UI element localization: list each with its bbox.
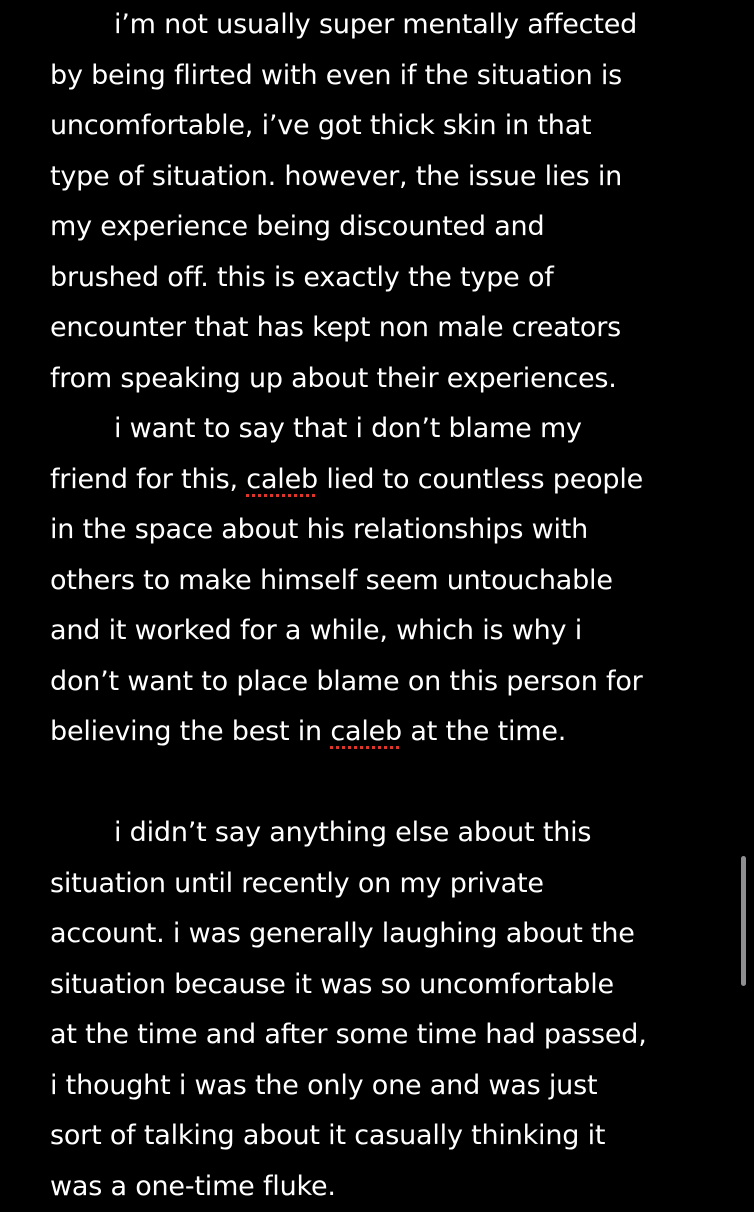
text-line: [50, 1061, 730, 1112]
text-line: [50, 1010, 730, 1061]
text-line: [50, 152, 730, 203]
line-text: account. i was generally laughing about the: [50, 918, 635, 949]
text-line: [50, 960, 730, 1011]
text-line: [50, 0, 730, 51]
line-text: friend for this,: [50, 464, 246, 495]
text-line: [50, 253, 730, 304]
text-line: [50, 455, 730, 506]
line-text: sort of talking about it casually thinking it: [50, 1120, 605, 1151]
line-text: others to make himself seem untouchable: [50, 565, 613, 596]
text-line: [50, 202, 730, 253]
text-line: [50, 556, 730, 607]
line-text: type of situation. however, the issue lies in: [50, 161, 622, 192]
text-line: [50, 758, 730, 809]
line-text: brushed off. this is exactly the type of: [50, 262, 554, 293]
text-line: [50, 707, 730, 758]
text-line: [50, 303, 730, 354]
text-line: [50, 909, 730, 960]
text-line: [50, 859, 730, 910]
line-text: don’t want to place blame on this person for: [50, 666, 643, 697]
line-text: from speaking up about their experiences.: [50, 363, 617, 394]
text-line: [50, 101, 730, 152]
line-text: situation because it was so uncomfortable: [50, 969, 614, 1000]
line-text: at the time.: [402, 716, 566, 747]
line-text: i didn’t say anything else about this: [114, 817, 591, 848]
text-line: [50, 505, 730, 556]
text-line: [50, 657, 730, 708]
line-text: situation until recently on my private: [50, 868, 544, 899]
line-text: and it worked for a while, which is why i: [50, 615, 582, 646]
text-line: [50, 808, 730, 859]
line-text: i want to say that i don’t blame my: [114, 413, 582, 444]
text-line: [50, 51, 730, 102]
text-line: [50, 404, 730, 455]
scrollbar[interactable]: [741, 856, 746, 986]
text-line: [50, 606, 730, 657]
line-text: uncomfortable, i’ve got thick skin in that: [50, 110, 591, 141]
line-text: believing the best in: [50, 716, 330, 747]
line-text: at the time and after some time had passed,: [50, 1019, 647, 1050]
line-text: i thought i was the only one and was just: [50, 1070, 597, 1101]
note-body[interactable]: [50, 0, 730, 1212]
text-line: [50, 1162, 730, 1212]
line-text: encounter that has kept non male creators: [50, 312, 621, 343]
line-text: my experience being discounted and: [50, 211, 544, 242]
misspelled-word[interactable]: caleb: [246, 464, 318, 495]
line-text: i’m not usually super mentally affected: [114, 9, 637, 40]
line-text: was a one-time fluke.: [50, 1171, 336, 1202]
line-text: lied to countless people: [318, 464, 643, 495]
text-line: [50, 354, 730, 405]
line-text: by being flirted with even if the situation is: [50, 60, 622, 91]
misspelled-word[interactable]: caleb: [330, 716, 402, 747]
line-text: in the space about his relationships with: [50, 514, 588, 545]
text-line: [50, 1111, 730, 1162]
